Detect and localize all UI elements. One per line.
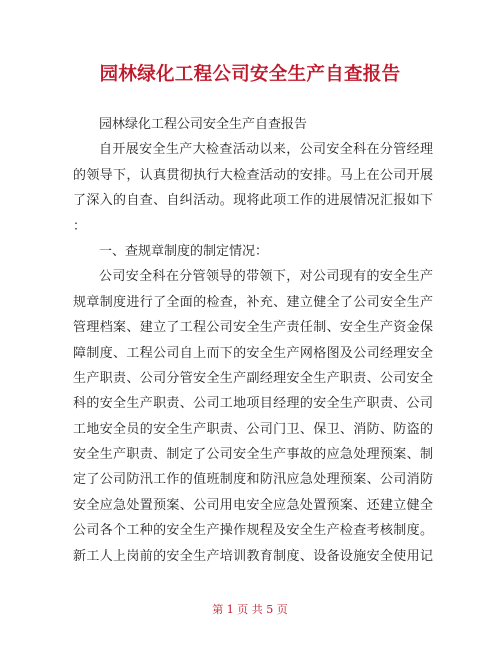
body-line: 公司安全科在分管领导的带领下，对公司现有的安全生产	[99, 269, 433, 285]
body-line: 生产职责、公司分管安全生产副经理安全生产职责、公司安全	[73, 370, 433, 386]
section-heading: 一、查规章制度的制定情况：	[99, 243, 269, 259]
page-number-footer: 第 1 页 共 5 页	[212, 603, 288, 616]
body-line: 管理档案、建立了工程公司安全生产责任制、安全生产资金保	[73, 320, 433, 336]
body-line: 的领导下，认真贯彻执行大检查活动的安排。马上在公司开展	[73, 167, 433, 183]
body-line: 自开展安全生产大检查活动以来，公司安全科在分管经理	[99, 142, 433, 158]
body-line: 科的安全生产职责、公司工地项目经理的安全生产职责、公司	[73, 396, 433, 412]
document-title: 园林绿化工程公司安全生产自查报告	[99, 64, 401, 85]
body-line: 定了公司防汛工作的值班制度和防汛应急处理预案、公司消防	[73, 472, 433, 488]
body-line: 了深入的自查、自纠活动。现将此项工作的进展情况汇报如下	[73, 193, 433, 209]
body-line: 障制度、工程公司自上而下的安全生产网格图及公司经理安全	[73, 345, 433, 361]
body-line-heading: 园林绿化工程公司安全生产自查报告	[99, 117, 308, 132]
body-line: 工地安全员的安全生产职责、公司门卫、保卫、消防、防盗的	[73, 421, 433, 437]
body-line: 公司各个工种的安全生产操作规程及安全生产检查考核制度。	[73, 523, 433, 539]
body-line: 安全生产职责、制定了公司安全生产事故的应急处理预案、制	[73, 447, 433, 463]
body-line: ：	[73, 218, 87, 234]
body-line: 新工人上岗前的安全生产培训教育制度、设备设施安全使用记	[73, 548, 433, 564]
body-line: 规章制度进行了全面的检查，补充、建立健全了公司安全生产	[73, 294, 433, 310]
document-body	[73, 112, 433, 569]
body-line: 安全应急处置预案、公司用电安全应急处置预案、还建立健全	[73, 497, 433, 513]
